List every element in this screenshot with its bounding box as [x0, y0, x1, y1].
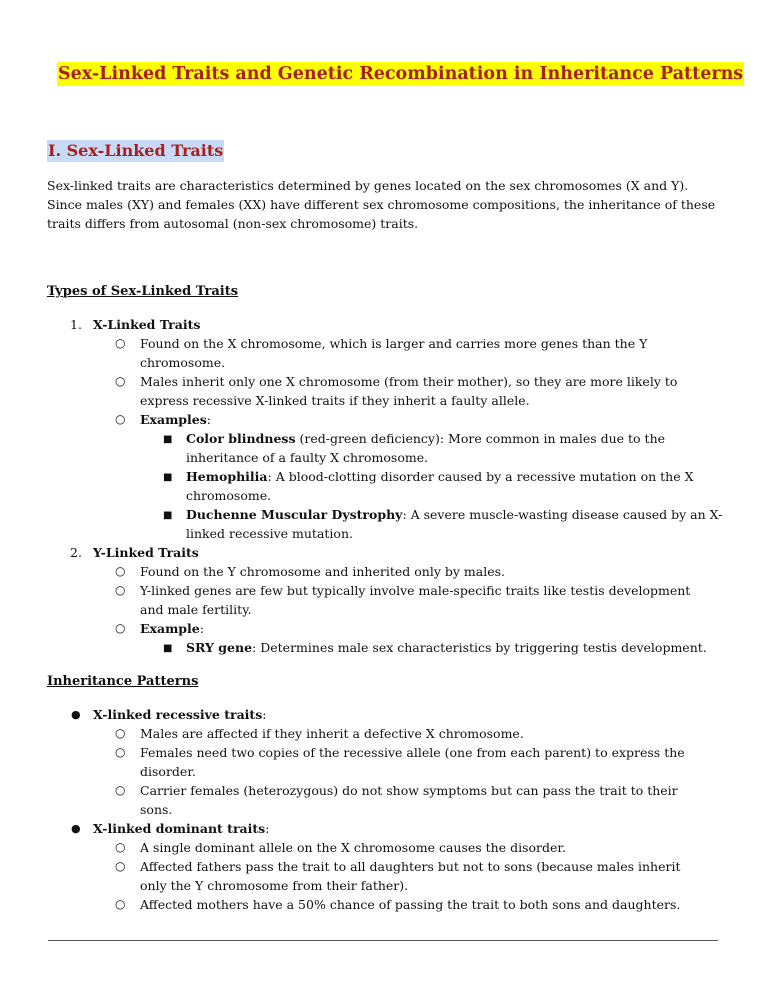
- list-item: [115, 334, 700, 372]
- hollow-bullet-icon: ○: [115, 583, 126, 597]
- dominant-point-1: A single dominant allele on the X chromosome causes the disorder.: [140, 840, 566, 855]
- intro-paragraph: Sex-linked traits are characteristics determined by genes located on the sex chromosomes (X and Y). Since males (XY) and females (XX) have different sex chromosome compositions, the inheritance of these traits differs from autosomal (non-sex chromosome) traits.: [47, 178, 716, 231]
- square-bullet-icon: ■: [163, 472, 173, 483]
- y-linked-point-1: Found on the Y chromosome and inherited only by males.: [140, 564, 505, 579]
- recessive-point-2: Females need two copies of the recessive allele (one from each parent) to express the disorder.: [140, 745, 685, 779]
- example-desc: : Determines male sex characteristics by triggering testis development.: [252, 640, 707, 655]
- recessive-label: X-linked recessive traits: [93, 707, 263, 722]
- recessive-point-3: Carrier females (heterozygous) do not show symptoms but can pass the trait to their sons.: [140, 783, 678, 817]
- example-term: Color blindness: [186, 431, 296, 446]
- hollow-bullet-icon: ○: [115, 897, 126, 911]
- list-number: 2.: [70, 545, 82, 560]
- dominant-label: X-linked dominant traits: [93, 821, 266, 836]
- list-item: [115, 562, 710, 581]
- dominant-point-3: Affected mothers have a 50% chance of passing the trait to both sons and daughters.: [140, 897, 681, 912]
- hollow-bullet-icon: ○: [115, 726, 126, 740]
- disc-bullet-icon: ●: [71, 822, 81, 835]
- y-linked-point-2: Y-linked genes are few but typically involve male-specific traits like testis development and male fertility.: [140, 583, 691, 617]
- recessive-point-1: Males are affected if they inherit a defective X chromosome.: [140, 726, 524, 741]
- example-term: Duchenne Muscular Dystrophy: [186, 507, 403, 522]
- list-item: [115, 857, 705, 895]
- example-term: Hemophilia: [186, 469, 268, 484]
- list-item: [163, 638, 746, 657]
- list-item: [115, 724, 705, 743]
- list-item: [115, 895, 720, 914]
- list-item: [115, 781, 705, 819]
- list-item: ○ Examples:: [115, 412, 212, 427]
- subheading-inheritance-patterns: Inheritance Patterns: [47, 674, 199, 689]
- disc-bullet-icon: ●: [71, 708, 81, 721]
- example-desc: (red-green deficiency): More common in males due to the inheritance of a faulty X chromosome.: [186, 431, 666, 465]
- example-label: Example: [140, 621, 200, 636]
- hollow-bullet-icon: ○: [115, 336, 126, 350]
- types-list: [47, 315, 727, 657]
- hollow-bullet-icon: ○: [115, 745, 126, 759]
- list-item: [163, 429, 726, 467]
- square-bullet-icon: ■: [163, 643, 173, 654]
- page-bottom-rule: [48, 940, 718, 941]
- square-bullet-icon: ■: [163, 434, 173, 445]
- hollow-bullet-icon: ○: [115, 840, 126, 854]
- x-linked-label: X-Linked Traits: [93, 317, 201, 332]
- list-item-x-linked-dominant: ● X-linked dominant traits:: [71, 821, 270, 836]
- list-item-x-linked: [70, 315, 727, 334]
- x-linked-point-2: Males inherit only one X chromosome (from their mother), so they are more likely to express recessive X-linked traits if they inherit a faulty allele.: [140, 374, 678, 408]
- inheritance-list: [47, 705, 727, 914]
- subheading-types: Types of Sex-Linked Traits: [47, 284, 239, 299]
- list-number: 1.: [70, 317, 82, 332]
- list-item: ○ Example:: [115, 621, 204, 636]
- list-item: [115, 581, 715, 619]
- section-heading-sex-linked-traits: I. Sex-Linked Traits: [48, 141, 224, 160]
- y-linked-label: Y-Linked Traits: [93, 545, 199, 560]
- list-item: [115, 372, 705, 410]
- hollow-bullet-icon: ○: [115, 859, 126, 873]
- list-item: [163, 467, 726, 505]
- document-title: Sex-Linked Traits and Genetic Recombination in Inheritance Patterns: [58, 64, 744, 84]
- list-item: [115, 743, 705, 781]
- hollow-bullet-icon: ○: [115, 621, 126, 635]
- list-item: [163, 505, 731, 543]
- example-desc: : A blood-clotting disorder caused by a recessive mutation on the X chromosome.: [186, 469, 694, 503]
- square-bullet-icon: ■: [163, 510, 173, 521]
- hollow-bullet-icon: ○: [115, 412, 126, 426]
- example-desc: : A severe muscle-wasting disease caused by an X-linked recessive mutation.: [186, 507, 723, 541]
- list-item: [115, 838, 705, 857]
- list-item-y-linked: [70, 543, 727, 562]
- hollow-bullet-icon: ○: [115, 783, 126, 797]
- x-linked-point-1: Found on the X chromosome, which is larger and carries more genes than the Y chromosome.: [140, 336, 648, 370]
- hollow-bullet-icon: ○: [115, 564, 126, 578]
- hollow-bullet-icon: ○: [115, 374, 126, 388]
- examples-label: Examples: [140, 412, 207, 427]
- example-term: SRY gene: [186, 640, 253, 655]
- dominant-point-2: Affected fathers pass the trait to all daughters but not to sons (because males inherit only the Y chromosome from their father).: [140, 859, 681, 893]
- list-item-x-linked-recessive: ● X-linked recessive traits:: [71, 707, 267, 722]
